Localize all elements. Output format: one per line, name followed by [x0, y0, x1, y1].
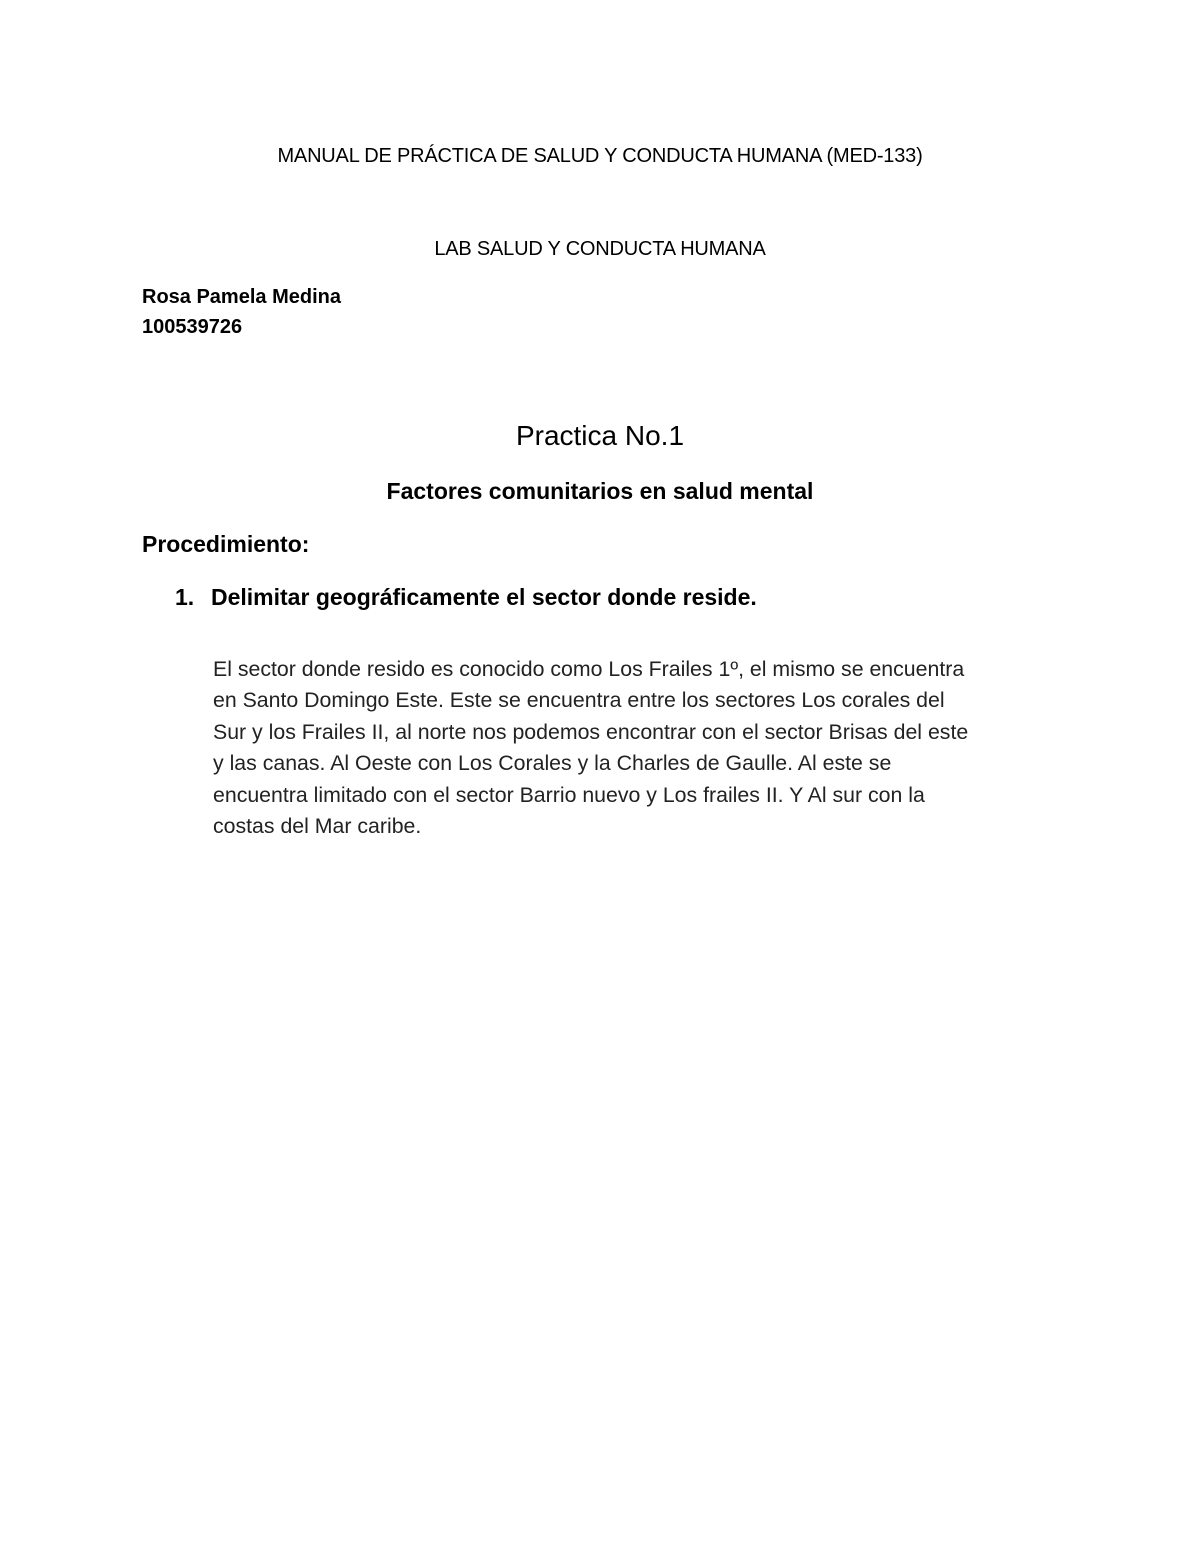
step-title: Delimitar geográficamente el sector donde reside. — [211, 584, 757, 610]
step-description-paragraph — [213, 654, 1063, 842]
student-id: 100539726 — [142, 316, 243, 338]
practice-subtitle: Factores comunitarios en salud mental — [386, 478, 814, 504]
lab-title: LAB SALUD Y CONDUCTA HUMANA — [434, 238, 766, 260]
paragraph-line: costas del Mar caribe. — [213, 814, 422, 839]
author-name: Rosa Pamela Medina — [142, 286, 341, 308]
paragraph-line: y las canas. Al Oeste con Los Corales y la Charles de Gaulle. Al este se — [213, 751, 892, 776]
practice-title: Practica No.1 — [515, 420, 685, 451]
paragraph-line: en Santo Domingo Este. Este se encuentra entre los sectores Los corales del — [213, 688, 945, 713]
procedure-step — [175, 584, 757, 611]
paragraph-line: Sur y los Frailes II, al norte nos podemos encontrar con el sector Brisas del este — [213, 719, 969, 744]
manual-title: MANUAL DE PRÁCTICA DE SALUD Y CONDUCTA HUMANA (MED-133) — [277, 145, 923, 167]
procedure-heading: Procedimiento: — [142, 531, 310, 557]
step-number: 1. — [175, 584, 195, 610]
paragraph-line: encuentra limitado con el sector Barrio nuevo y Los frailes II. Y Al sur con la — [213, 782, 925, 807]
paragraph-line: El sector donde resido es conocido como Los Frailes 1º, el mismo se encuentra — [213, 657, 965, 681]
